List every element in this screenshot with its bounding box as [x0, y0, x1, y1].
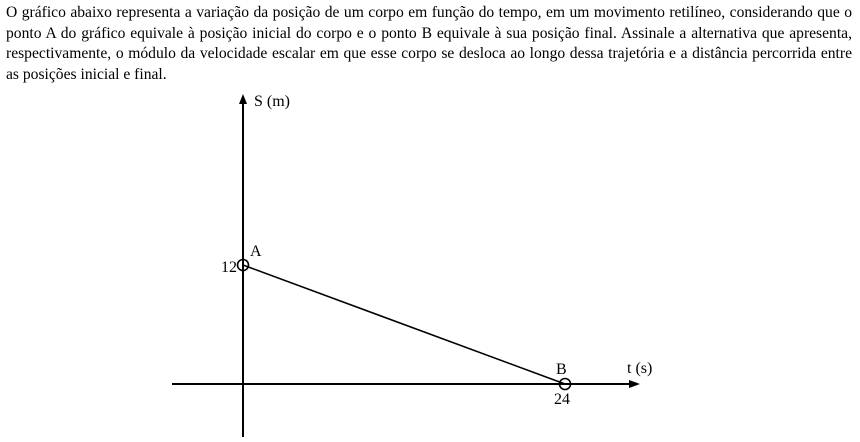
point-b-label: B [556, 361, 567, 378]
y-axis-arrowhead [239, 94, 247, 104]
y-tick-label: 12 [221, 259, 237, 276]
x-axis-label: t (s) [627, 360, 653, 377]
point-a-label: A [250, 243, 262, 260]
y-axis-label: S (m) [254, 93, 290, 110]
x-tick-label: 24 [554, 391, 570, 408]
chart-marks [238, 243, 571, 390]
series-line [243, 265, 565, 384]
question-text: O gráfico abaixo representa a variação da posição de um corpo em função do tempo, em um movimento retilíneo, considerando que o ponto A do gráfico equivale à posição inicial do corpo e o ponto B equivale à sua posição final. Assinale a alternativa que apresenta, respectivamente, o módulo da velocidade escalar em que esse corpo se desloca ao longo dessa trajetória e a distância percorrida entre as posições inicial e final. [6, 4, 852, 83]
x-axis-arrowhead [629, 380, 640, 388]
